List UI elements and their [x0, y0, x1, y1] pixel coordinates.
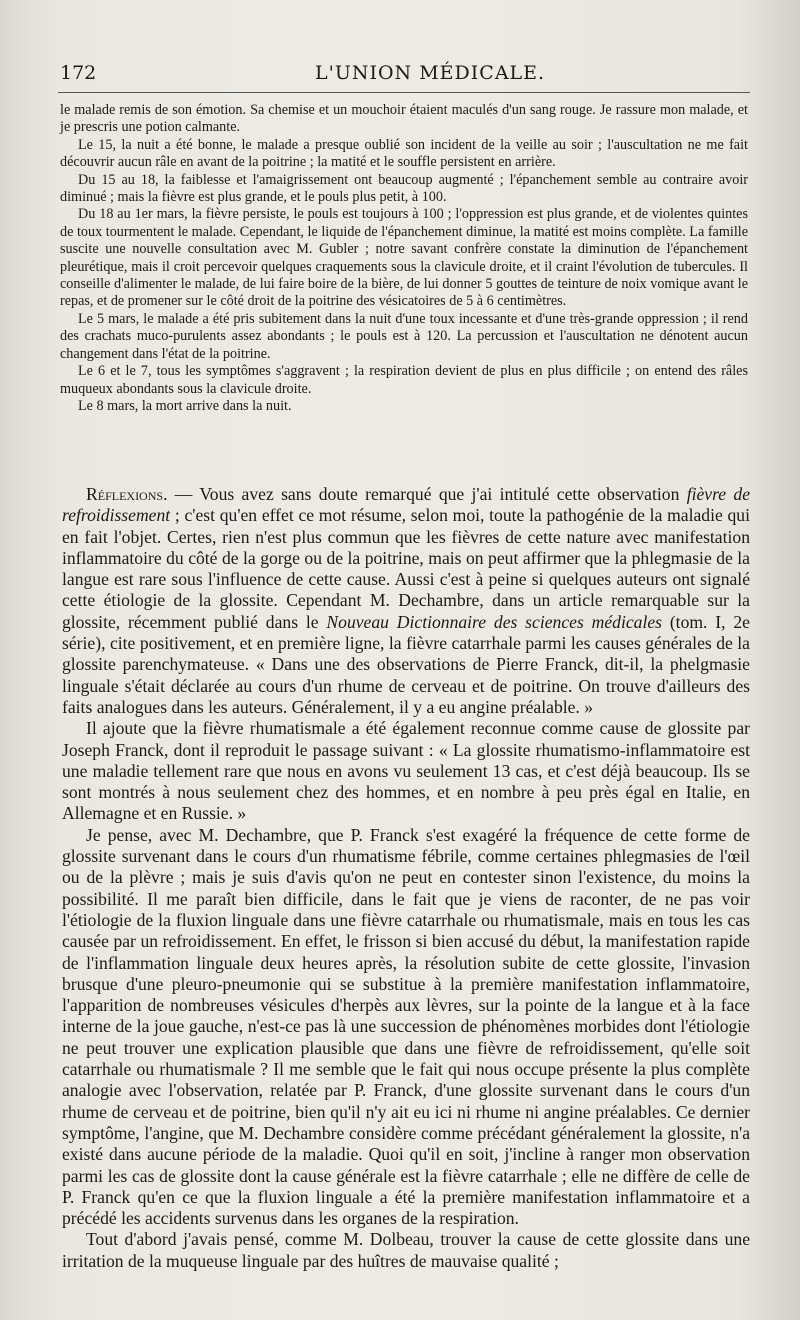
case-note-paragraph: Le 15, la nuit a été bonne, le malade a presque oublié son incident de la veille au soir ; l'auscultation ne me fait découvrir aucun râle en avant de la poitrine ; la matité et le souffle persistent en arrière. — [60, 136, 748, 171]
case-note-paragraph: Le 8 mars, la mort arrive dans la nuit. — [78, 397, 292, 414]
reflexions-paragraph: Je pense, avec M. Dechambre, que P. Franck s'est exagéré la fréquence de cette forme de glossite survenant dans le cours d'un rhumatisme fébrile, comme certaines phlegmasies de l'œil ou de la plèvre ; mais je suis d'avis qu'on ne peut en contester sinon l'existence, du moins la possibilité. Il me paraît bien difficile, dans le fait que je viens de raconter, de ne pas voir l'étiologie de la fluxion linguale dans une fièvre catarrhale ou rhumatismale, mais en tous les cas causée par un refroidissement. En effet, le frisson si bien accusé du début, la manifestation rapide de l'inflammation linguale deux heures après, la résolution subite de cette glossite, l'invasion brusque d'une pleuro-pneumonie qui se substitue à la première manifestation inflammatoire, l'apparition de nombreuses vésicules d'herpès aux lèvres, sur la pointe de la langue et à la face interne de la joue gauche, n'est-ce pas là une succession de phénomènes morbides dont l'étiologie ne peut trouver une explication plausible que dans une fièvre de refroidissement, qu'elle soit catarrhale ou rhumatismale ? Il me semble que le fait qui nous occupe présente la plus complète analogie avec l'observation, relatée par P. Franck, d'une glossite survenant dans le cours d'un rhume de cerveau et de poitrine, bien qu'il n'y ait eu ici ni rhume ni angine préalables. Ce dernier symptôme, l'angine, que M. Dechambre considère comme précédant généralement la glossite, n'a existé dans aucune période de la maladie. Quoi qu'il en soit, j'incline à ranger mon observation parmi les cas de glossite dont la cause générale est la fièvre catarrhale ; elle ne diffère de celle de P. Franck qu'en ce que la fluxion linguale a été la première manifestation inflammatoire et a précédé les accidents survenus dans les organes de la respiration. — [62, 824, 750, 1229]
reflexions-label: Réflexions. — [86, 484, 168, 504]
case-notes — [60, 102, 748, 415]
header-rule — [58, 92, 750, 93]
reflexions-text: — Vous avez sans doute remarqué que j'ai intitulé cette observation — [167, 484, 687, 504]
reflexions-paragraph — [62, 484, 750, 718]
reflexions-text: ; c'est qu'en effet ce mot résume, selon moi, toute la pathogénie de la maladie qui en fait l'objet. Certes, rien n'est plus commun que les fièvres de cette nature avec manifestation inflammatoire du côté de la gorge ou de la poitrine, mais on peut affirmer que la phlegmasie de la langue est rare sous l'influence de cette cause. Aussi c'est à peine si quelques auteurs ont signalé cette étiologie de la glossite. Cependant M. Dechambre, dans un article remarquable sur la glossite, récemment publié dans le — [62, 505, 750, 632]
observation-title: fièvre de refroidissement — [62, 484, 751, 526]
running-title: L'UNION MÉDICALE. — [315, 62, 546, 84]
case-note-paragraph: Du 15 au 18, la faiblesse et l'amaigrissement ont beaucoup augmenté ; l'épanchement semble au contraire avoir diminué ; mais la fièvre est plus grande, et le pouls plus petit, à 100. — [60, 171, 748, 206]
reflexions-paragraph: Tout d'abord j'avais pensé, comme M. Dolbeau, trouver la cause de cette glossite dans une irritation de la muqueuse linguale par des huîtres de mauvaise qualité ; — [62, 1229, 750, 1271]
page-header — [60, 60, 750, 90]
page-number: 172 — [60, 62, 97, 84]
reflexions-text: (tom. I, 2e série), cite positivement, et en première ligne, la fièvre catarrhale parmi les causes générales de la glossite parenchymateuse. « Dans une des observations de Pierre Franck, dit-il, la phelgmasie linguale s'était déclarée au cours d'un rhume de cerveau et de poitrine. On trouve d'ailleurs des faits analogues dans les auteurs. Généralement, il y a eu angine préalable. » — [62, 611, 750, 717]
reflexions-paragraph: Il ajoute que la fièvre rhumatismale a été également reconnue comme cause de glossite par Joseph Franck, dont il reproduit le passage suivant : « La glossite rhumatismo-inflammatoire est une maladie tellement rare que nous en avons vu seulement 13 cas, et c'est déjà beaucoup. Ils se sont montrés à nous seulement chez des hommes, et en nombre à peu près égal en Italie, en Allemagne et en Russie. » — [62, 718, 750, 824]
reflexions-section — [62, 484, 750, 1272]
case-note-paragraph: le malade remis de son émotion. Sa chemise et un mouchoir étaient maculés d'un sang rouge. Je rassure mon malade, et je prescris une potion calmante. — [60, 102, 748, 136]
case-note-paragraph: Le 6 et le 7, tous les symptômes s'aggravent ; la respiration devient de plus en plus difficile ; on entend des râles muqueux abondants sous la clavicule droite. — [60, 363, 748, 397]
case-note-paragraph: Du 18 au 1er mars, la fièvre persiste, le pouls est toujours à 100 ; l'oppression est plus grande, et de violentes quintes de toux tourmentent le malade. Cependant, le liquide de l'épanchement diminue, la matité est moins complète. La famille suscite une nouvelle consultation avec M. Gubler ; notre savant confrère constate la diminution de l'épanchement pleurétique, mais il croit percevoir quelques craquements sous la clavicule droite, et il craint l'évolution de tubercules. Il conseille d'alimenter le malade, de lui faire boire de la bière, de lui donner 5 gouttes de teinture de noix vomique avant le repas, et de promener sur le côté droit de la poitrine des vésicatoires de 5 à 6 centimètres. — [60, 206, 748, 310]
case-note-paragraph: Le 5 mars, le malade a été pris subitement dans la nuit d'une toux incessante et d'une très-grande oppression ; il rend des crachats muco-purulents assez abondants ; le pouls est à 120. La percussion et l'auscultation ne dénotent aucun changement dans l'état de la poitrine. — [60, 310, 748, 362]
dictionary-title: Nouveau Dictionnaire des sciences médicales — [326, 611, 662, 632]
